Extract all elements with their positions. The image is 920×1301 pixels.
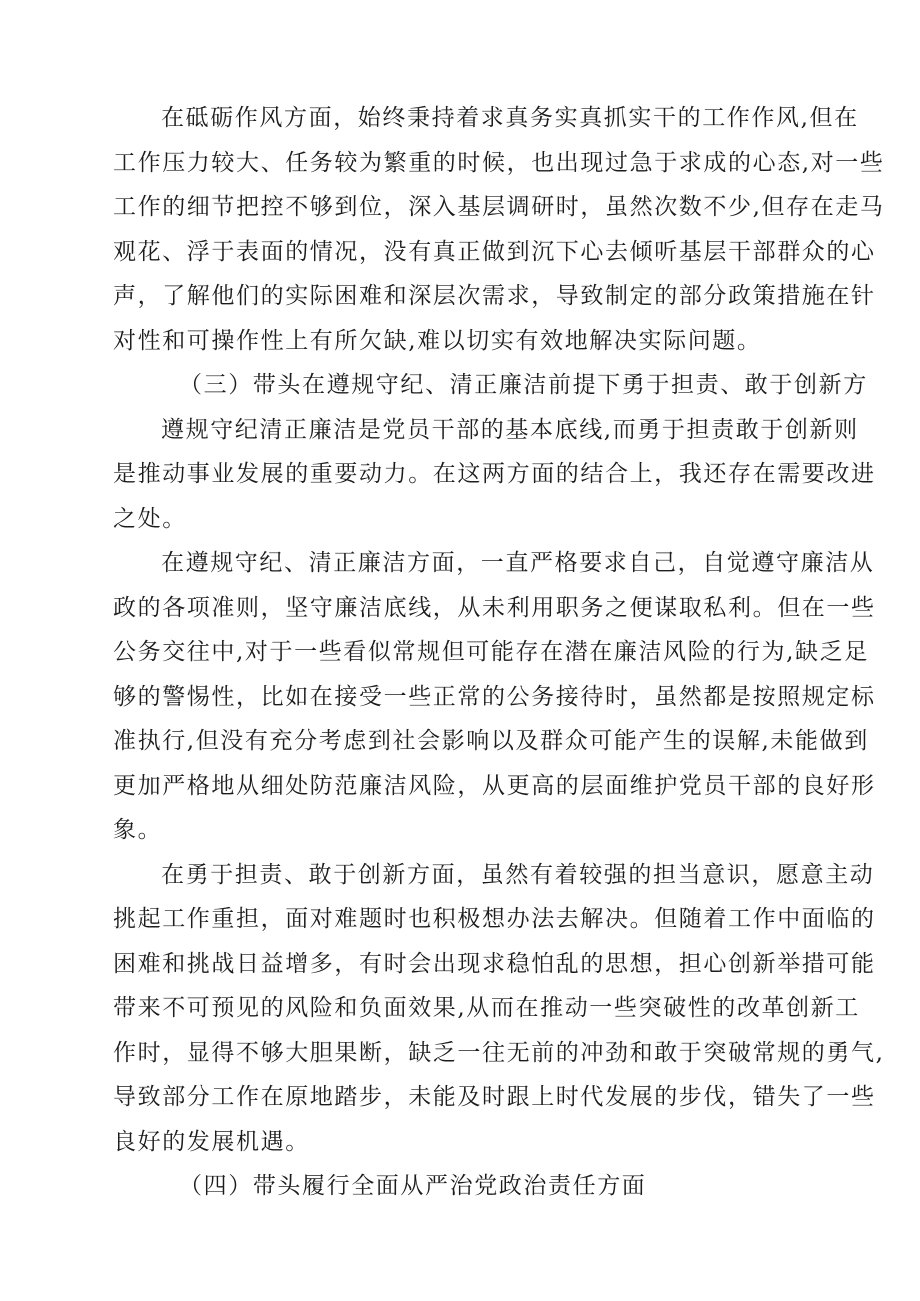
paragraph-line: 良好的发展机遇。 <box>113 1128 310 1155</box>
document-body <box>113 96 885 1209</box>
paragraph-line: 准执行,但没有充分考虑到社会影响以及群众可能产生的误解,未能做到 <box>113 728 869 754</box>
paragraph-line: 带来不可预见的风险和负面效果,从而在推动一些突破性的改革创新工 <box>113 995 860 1021</box>
paragraph-line: 对性和可操作性上有所欠缺,难以切实有效地解决实际问题。 <box>113 327 762 354</box>
paragraph-line: 在砥砺作风方面，始终秉持着求真务实真抓实干的工作作风,但在 <box>161 105 859 131</box>
paragraph-line: 政的各项准则，坚守廉洁底线，从未利用职务之便谋取私利。但在一些 <box>113 594 876 621</box>
paragraph-line: 声，了解他们的实际困难和深层次需求，导致制定的部分政策措施在针 <box>113 283 876 309</box>
paragraph-line: 挑起工作重担，面对难题时也积极想办法去解决。但随着工作中面临的 <box>113 906 876 932</box>
paragraph-line: 是推动事业发展的重要动力。在这两方面的结合上，我还存在需要改进 <box>113 461 876 487</box>
section-heading: （三）带头在遵规守纪、清正廉洁前提下勇于担责、敢于创新方 <box>179 372 868 398</box>
paragraph-line: 象。 <box>113 817 163 843</box>
paragraph-line: 导致部分工作在原地踏步，未能及时跟上时代发展的步伐，错失了一些 <box>113 1084 876 1110</box>
paragraph-line: 观花、浮于表面的情况，没有真正做到沉下心去倾听基层干部群众的心 <box>113 238 876 265</box>
paragraph-line: 工作压力较大、任务较为繁重的时候，也出现过急于求成的心态,对一些 <box>113 149 885 176</box>
paragraph-line: 困难和挑战日益增多，有时会出现求稳怕乱的思想，担心创新举措可能 <box>113 950 876 977</box>
paragraph-line: 工作的细节把控不够到位，深入基层调研时，虽然次数不少,但存在走马 <box>113 194 885 220</box>
paragraph-line: 作时，显得不够大胆果断，缺乏一往无前的冲劲和敢于突破常规的勇气, <box>113 1039 885 1066</box>
paragraph-line: 在勇于担责、敢于创新方面，虽然有着较强的担当意识，愿意主动 <box>161 861 875 888</box>
paragraph-line: 之处。 <box>113 505 187 532</box>
section-heading: （四）带头履行全面从严治党政治责任方面 <box>179 1173 647 1199</box>
paragraph-line: 在遵规守纪、清正廉洁方面，一直严格要求自己，自觉遵守廉洁从 <box>161 550 875 576</box>
paragraph-line: 够的警惕性，比如在接受一些正常的公务接待时，虽然都是按照规定标 <box>113 683 876 710</box>
paragraph-line: 公务交往中,对于一些看似常规但可能存在潜在廉洁风险的行为,缺乏足 <box>113 639 869 665</box>
paragraph-line: 遵规守纪清正廉洁是党员干部的基本底线,而勇于担责敢于创新则 <box>161 416 859 443</box>
paragraph-line: 更加严格地从细处防范廉洁风险，从更高的层面维护党员干部的良好形 <box>113 772 876 799</box>
